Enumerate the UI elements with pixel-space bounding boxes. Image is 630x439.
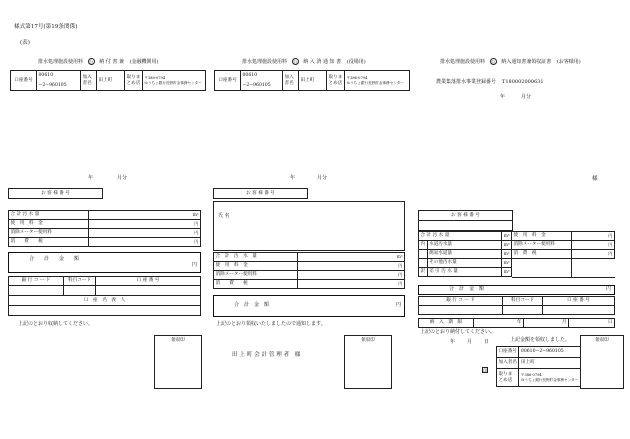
mid-note: 上記のとおり領収いたしましたので通知します。 — [216, 321, 326, 327]
mid-total-box: 合 計 金 額 円 — [213, 295, 405, 317]
left-bank-table: 銀 行 コ ー ド 科目コード 口 座 番 号 口 座 名 義 人 — [8, 276, 201, 316]
public-mark-icon: 公 — [293, 59, 298, 64]
right-stamp-box: 領収印 — [580, 335, 624, 389]
mid-stamp-box: 領収印 — [344, 335, 392, 389]
public-mark-icon: 公 — [491, 59, 496, 64]
top-period: 年 月分 — [500, 94, 532, 100]
right-date: 年 月 日 — [450, 339, 490, 345]
right-fee-table: 使 用 料 金 円 消除メーター使用料 円 消 費 税 円 — [511, 231, 615, 278]
honorific: 様 — [592, 176, 598, 182]
public-mark-icon: 公 — [89, 59, 94, 64]
sec1-title: 排水処理施設使用料 公 納 付 書 兼 (金融機関用) — [38, 59, 159, 65]
seal-mark-icon: 印 — [483, 368, 487, 373]
right-note: 上記のとおり納付してください。 — [420, 329, 496, 335]
form-side: (表) — [20, 40, 30, 46]
form-number: 様式第17号(第19条関係) — [14, 24, 78, 30]
left-total-box: 合 計 金 額 円 — [8, 252, 201, 273]
agri-registration: 農業集落排水事業登録番号 T180002000631 — [436, 79, 544, 85]
account-table-2: 口座番号 00610 加入者名 田上町 取りま とめ店 〒386-0794 ゆうちょ銀行長野貯金事務センター −2−960105 — [214, 70, 410, 91]
mid-name-box: 氏 名 — [213, 201, 405, 251]
right-customer-number: お 客 様 番 号 — [418, 210, 513, 231]
right-total-box: 合 計 金 額 円 — [418, 285, 615, 295]
right-bank-table: 銀 行 コ ー ド 科目コード 口 座 番 号 — [418, 296, 615, 315]
mid-period: 年 月分 — [290, 175, 328, 181]
right-due-table: 納 入 期 限 年 月 日 — [418, 318, 615, 328]
right-received: 上記金額を領収しました。 — [510, 337, 571, 343]
right-volume-table: 合 計 汚 水 量 m³ 内 水道汚水量 m³ 簡易水道量 m³ その他汚水量 m³ 訳 差 引 汚 水 量 m³ — [418, 231, 512, 277]
mid-official: 田 上 町 会 計 管 理 者 様 — [232, 352, 301, 358]
left-amount-table: 合 計 汚 水 量 m³ 使 用 料 金 円 消除メーター使用料 円 消 費 税 円 — [8, 210, 201, 247]
mid-customer-number: お 客 様 番 号 — [213, 188, 308, 199]
mid-amount-table: 合 計 汚 水 量 m³ 使 用 料 金 円 消除メーター使用料 円 消 費 税 円 — [213, 252, 405, 289]
sec3-title: 排水処理施設使用料 公 納入通知書兼領収証書 (お客様用) — [440, 59, 581, 65]
left-stamp-box: 領収印 — [154, 335, 202, 389]
left-period: 年 月分 — [88, 175, 128, 181]
left-customer-number: お 客 様 番 号 — [8, 188, 103, 199]
right-account-table: 口座番号 00610−2−960105 加入者名 田上町 取りま とめ店 〒386-0794 ゆうちょ銀行長野貯金事務センター — [496, 346, 581, 387]
left-note: 上記のとおり収納してください。 — [18, 321, 94, 327]
account-table-1: 口座番号 00610 加入者名 田上町 取りま とめ店 〒386-0794 ゆうちょ銀行長野貯金事務センター −2−960105 — [10, 70, 206, 91]
sec2-title: 排水処理施設使用料 公 納 入 済 通 知 書 (役場用) — [242, 59, 366, 65]
